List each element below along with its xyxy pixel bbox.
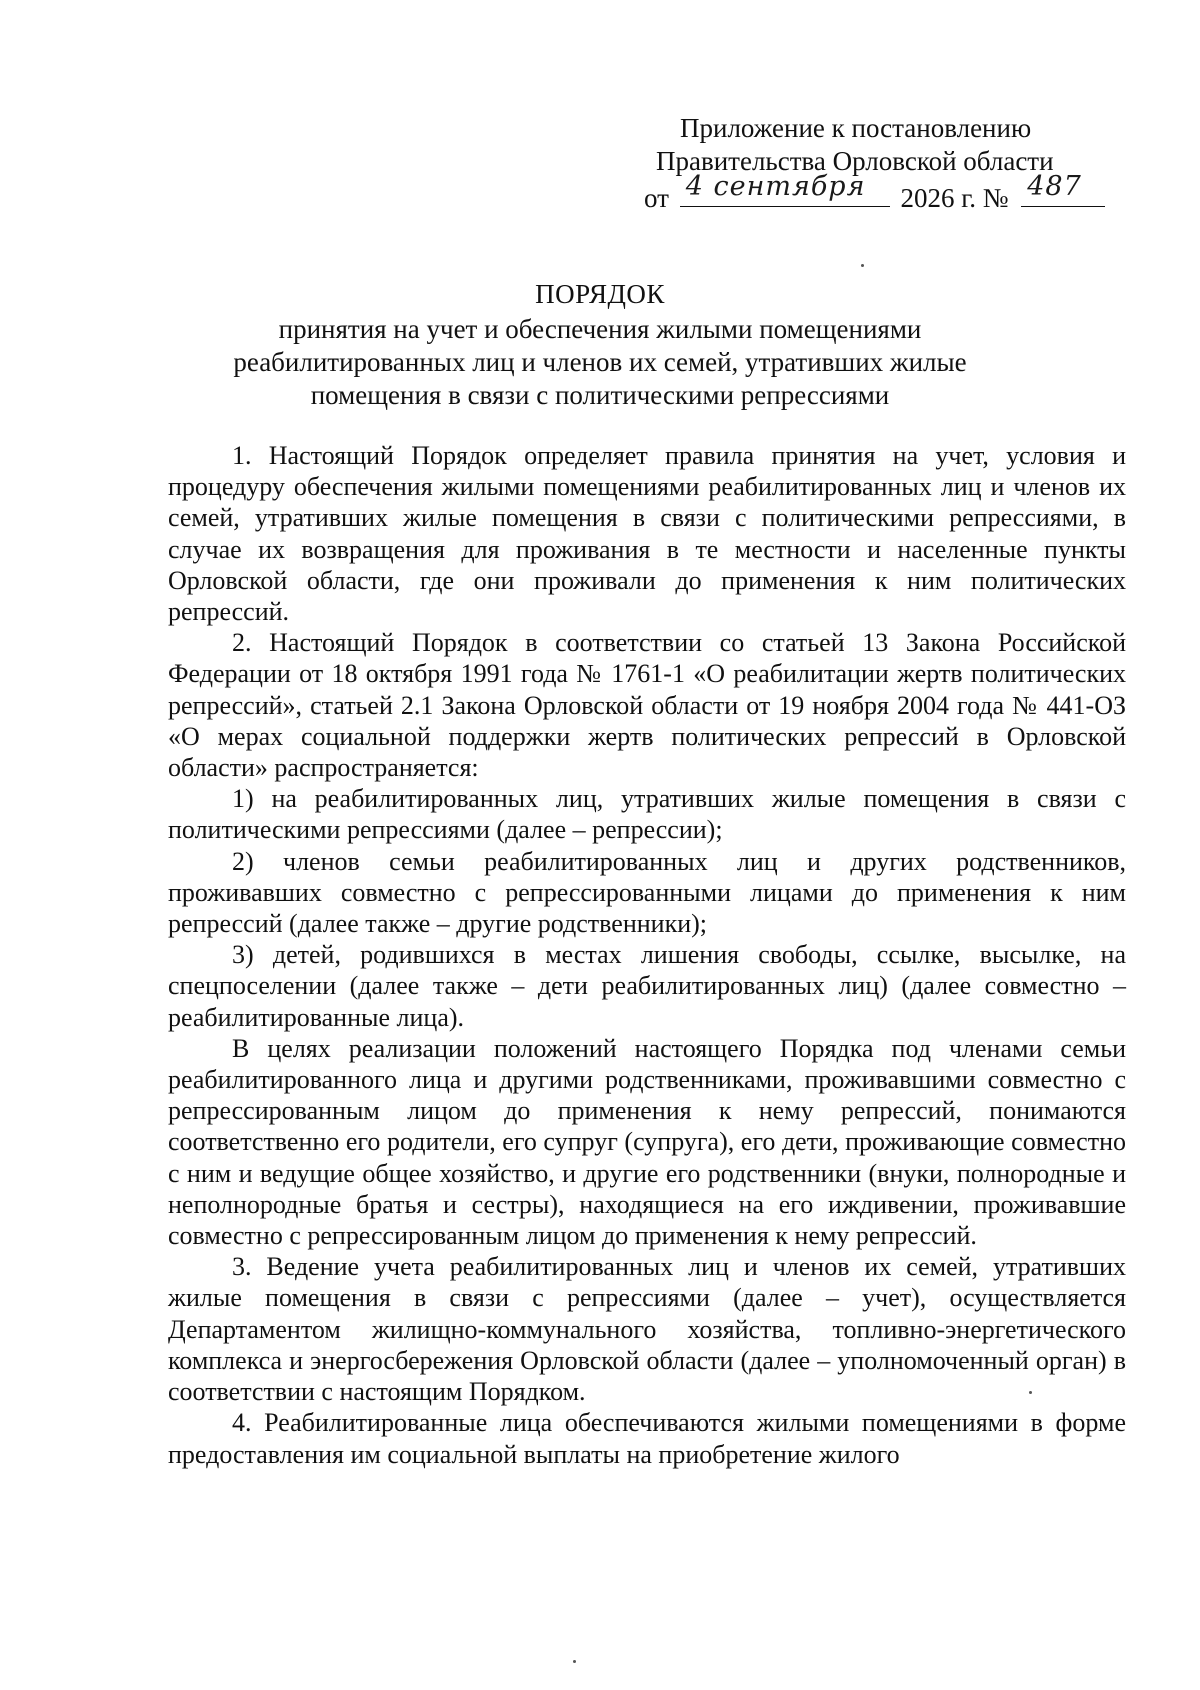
paragraph-2-item-1: 1) на реабилитированных лиц, утративших жилые помещения в связи с политическими репрессиями (далее – репрессии); <box>168 784 1126 845</box>
appendix-header <box>620 112 1120 218</box>
paragraph-1: 1. Настоящий Порядок определяет правила принятия на учет, условия и процедуру обеспечения жилыми помещениями реабилитированных лиц и членов их семей, утративших жилые помещения в связи с политическими репрессиями, в случае их возвращения для проживания в те местности и населенные пункты Орловской области, где они проживали до применения к ним политических репрессий. <box>168 441 1126 627</box>
document-subtitle-line: помещения в связи с политическими репрессиями <box>310 380 890 410</box>
appendix-date-line <box>620 171 1120 218</box>
scan-speck <box>573 1660 576 1663</box>
document-body <box>168 440 1126 1470</box>
document-subtitle-line: принятия на учет и обеспечения жилыми помещениями <box>278 314 922 344</box>
paragraph-2: 2. Настоящий Порядок в соответствии со статьей 13 Закона Российской Федерации от 18 октября 1991 года № 1761-1 «О реабилитации жертв политических репрессий», статьей 2.1 Закона Орловской области от 19 ноября 2004 года № 441-ОЗ «О мерах социальной поддержки жертв политических репрессий в Орловской области» распространяется: <box>168 628 1126 783</box>
paragraph-3: 3. Ведение учета реабилитированных лиц и членов их семей, утративших жилые помещения в связи с репрессиями (далее – учет), осуществляется Департаментом жилищно-коммунального хозяйства, топливно-энергетического комплекса и энергосбережения Орловской области (далее – уполномоченный орган) в соответствии с настоящим Порядком. <box>168 1252 1126 1407</box>
appendix-line-1: Приложение к постановлению <box>680 113 1032 143</box>
paragraph-2-item-3: 3) детей, родившихся в местах лишения свободы, ссылке, высылке, на спецпоселении (далее также – дети реабилитированных лиц) (далее совместно – реабилитированные лица). <box>168 940 1126 1032</box>
handwritten-date: 4 сентября <box>685 171 866 202</box>
handwritten-number-field <box>1021 171 1105 207</box>
scan-speck <box>861 264 864 267</box>
paragraph-family-definition: В целях реализации положений настоящего Порядка под членами семьи реабилитированного лица и другими родственниками, проживавшими совместно с репрессированным лицом до применения к нему репрессий, понимаются соответственно его родители, его супруг (супруга), его дети, проживающие совместно с ним и ведущие общее хозяйство, и другие его родственники (внуки, полнородные и неполнородные братья и сестры), находящиеся на его иждивении, проживавшие совместно с репрессированным лицом до применения к нему репрессий. <box>168 1033 1126 1251</box>
document-subtitle-line: реабилитированных лиц и членов их семей, утративших жилые <box>233 347 967 377</box>
paragraph-4: 4. Реабилитированные лица обеспечиваются жилыми помещениями в форме предоставления им социальной выплаты на приобретение жилого <box>168 1408 1126 1469</box>
scan-speck <box>1029 1391 1032 1394</box>
from-prefix: от <box>644 183 669 213</box>
document-heading: ПОРЯДОК <box>535 279 665 309</box>
year-number-label: 2026 г. № <box>900 183 1009 213</box>
handwritten-number: 487 <box>1027 171 1082 202</box>
handwritten-date-field <box>680 171 890 207</box>
document-title-block <box>160 278 1040 412</box>
appendix-line-2: Правительства Орловской области <box>656 146 1054 176</box>
paragraph-2-item-2: 2) членов семьи реабилитированных лиц и других родственников, проживавших совместно с репрессированными лицами до применения к ним репрессий (далее также – другие родственники); <box>168 846 1126 939</box>
